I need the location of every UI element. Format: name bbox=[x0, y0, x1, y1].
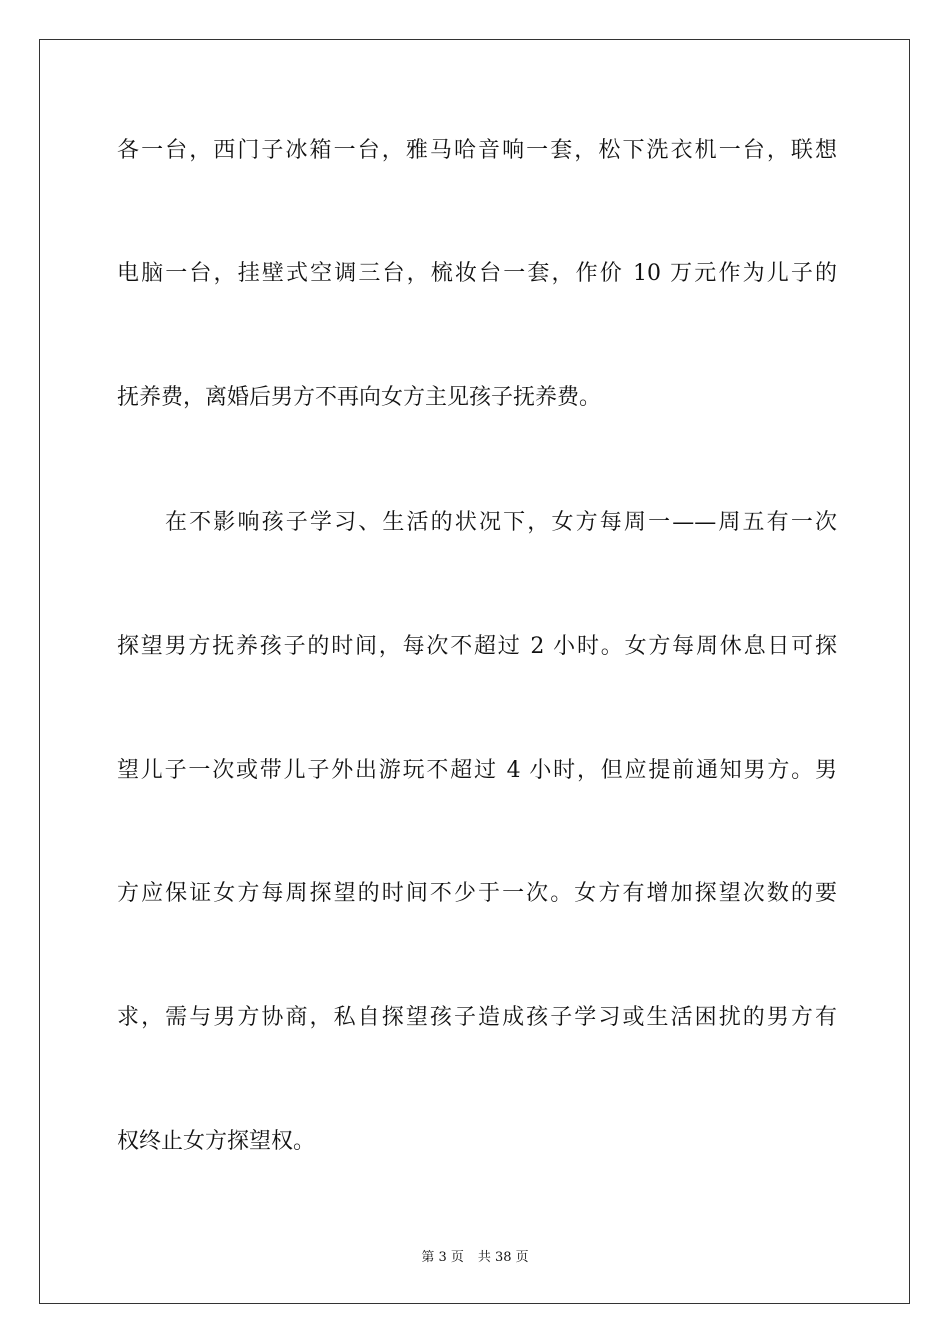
page-border bbox=[39, 39, 910, 1304]
body-line: 电脑一台，挂壁式空调三台，梳妆台一套，作价 10 万元作为儿子的 bbox=[117, 261, 837, 286]
body-line: 方应保证女方每周探望的时间不少于一次。女方有增加探望次数的要 bbox=[117, 881, 837, 906]
page-number-current: 第 3 页 bbox=[421, 1250, 464, 1265]
body-line: 求，需与男方协商，私自探望孩子造成孩子学习或生活困扰的男方有 bbox=[117, 1005, 837, 1030]
body-line: 望儿子一次或带儿子外出游玩不超过 4 小时，但应提前通知男方。男 bbox=[117, 758, 837, 783]
body-line: 抚养费，离婚后男方不再向女方主见孩子抚养费。 bbox=[117, 385, 602, 410]
page-number-total: 共 38 页 bbox=[477, 1250, 529, 1265]
body-line: 权终止女方探望权。 bbox=[117, 1129, 316, 1154]
paragraph-first-line: 在不影响孩子学习、生活的状况下，女方每周一——周五有一次 bbox=[165, 510, 837, 535]
body-line: 各一台，西门子冰箱一台，雅马哈音响一套，松下洗衣机一台，联想 bbox=[117, 138, 837, 163]
body-line: 探望男方抚养孩子的时间，每次不超过 2 小时。女方每周休息日可探 bbox=[117, 634, 837, 659]
page-footer bbox=[0, 1246, 950, 1265]
